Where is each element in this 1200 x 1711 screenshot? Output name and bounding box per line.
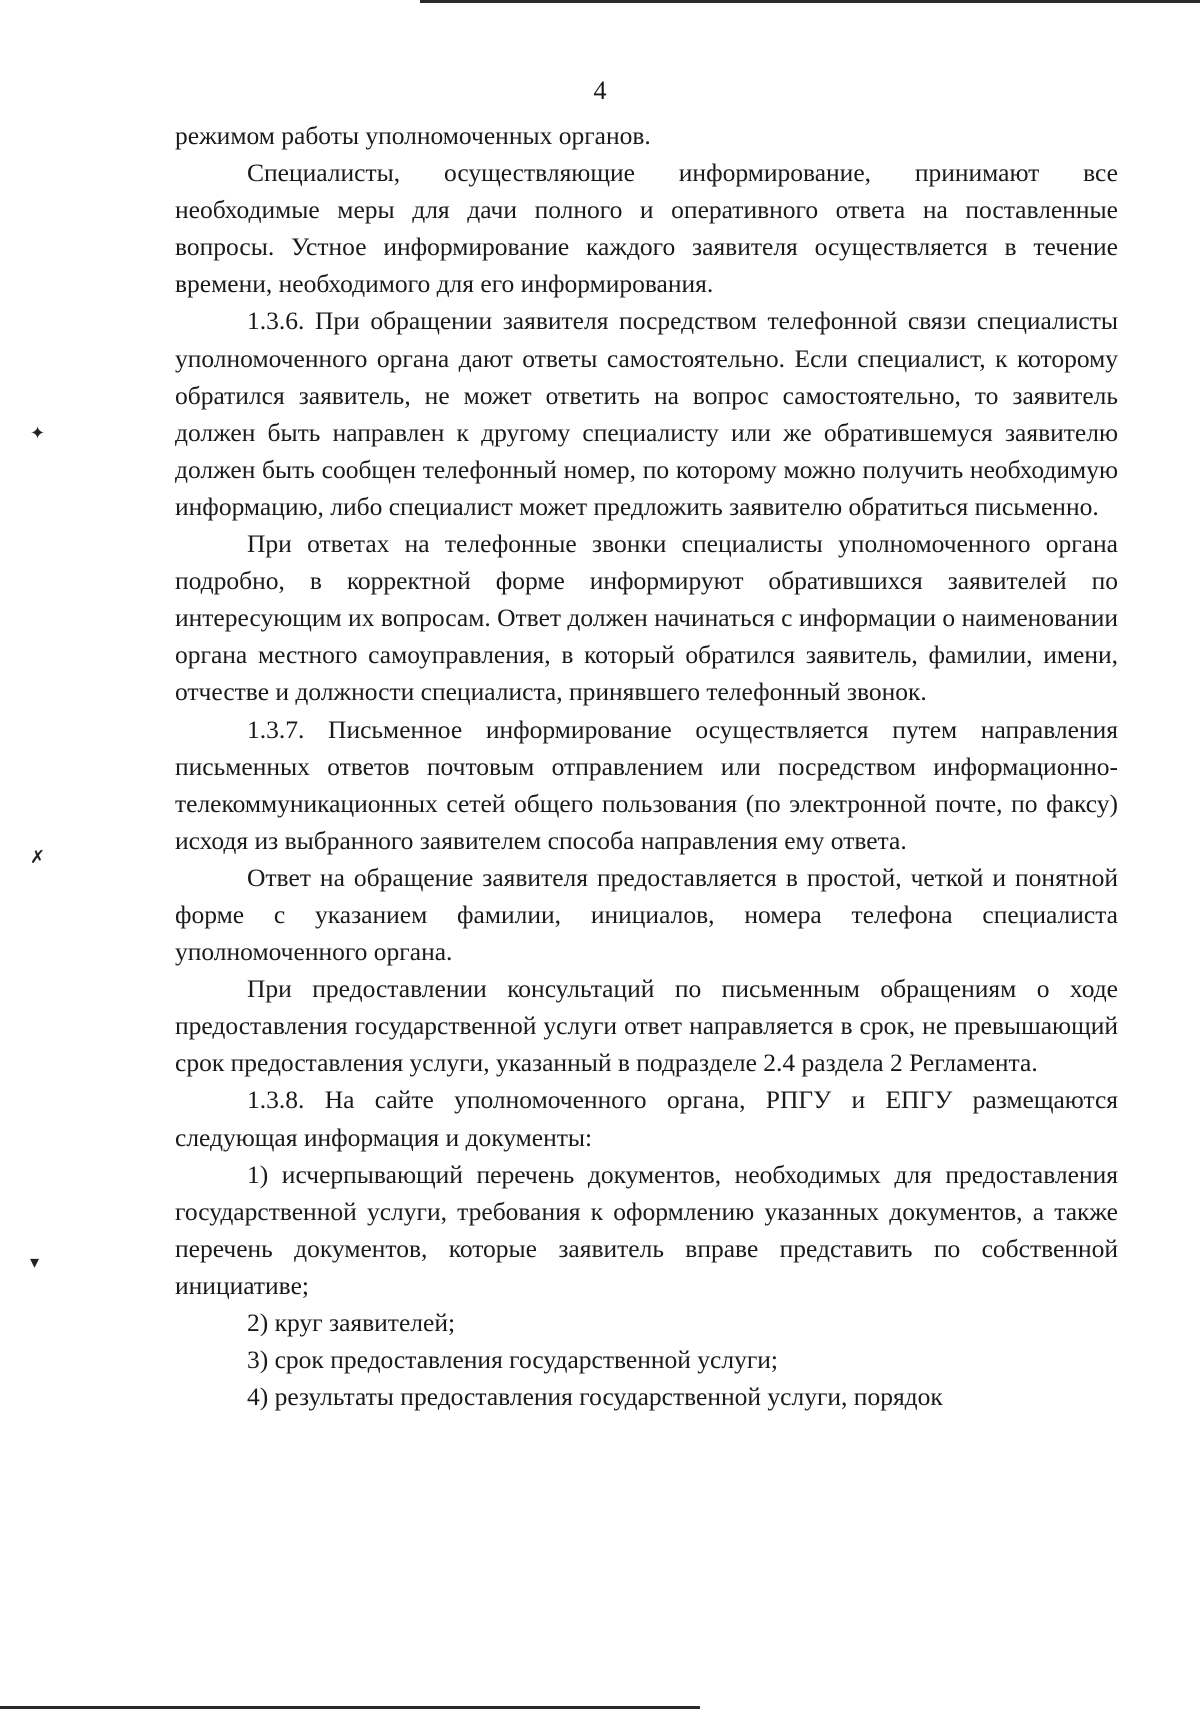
paragraph: Ответ на обращение заявителя предоставляется в простой, четкой и понятной форме с указанием фамилии, инициалов, номера телефона специалиста уполномоченного органа.: [175, 862, 1118, 967]
paragraph: 1.3.6. При обращении заявителя посредством телефонной связи специалисты уполномоченного органа дают ответы самостоятельно. Если специалист, к которому обратился заявитель, не может ответить на вопрос самостоятельно, то заявитель должен быть направлен к другому специалисту или же обратившемуся заявителю должен быть сообщен телефонный номер, по которому можно получить необходимую информацию, либо специалист может предложить заявителю обратиться письменно.: [175, 306, 1118, 521]
margin-mark: ✦: [30, 423, 46, 443]
list-item: 2) круг заявителей;: [247, 1308, 456, 1337]
paragraph: Специалисты, осуществляющие информирование, принимают все необходимые меры для дачи полного и оперативного ответа на поставленные вопросы. Устное информирование каждого заявителя осуществляется в течение времени, необходимого для его информирования.: [175, 158, 1118, 299]
paragraph: При ответах на телефонные звонки специалисты уполномоченного органа подробно, в корректной форме информируют обратившихся заявителей по интересующим их вопросам. Ответ должен начинаться с информации о наименовании органа местного самоуправления, в который обратился заявитель, фамилии, имени, отчестве и должности специалиста, принявшего телефонный звонок.: [175, 529, 1118, 707]
paragraph: При предоставлении консультаций по письменным обращениям о ходе предоставления государственной услуги ответ направляется в срок, не превышающий срок предоставления услуги, указанный в подразделе 2.4 раздела 2 Регламента.: [175, 974, 1118, 1078]
scan-edge-top: [420, 0, 1200, 3]
paragraph: 1.3.8. На сайте уполномоченного органа, РПГУ и ЕПГУ размещаются следующая информация и документы:: [175, 1085, 1118, 1152]
list-item: 1) исчерпывающий перечень документов, необходимых для предоставления государственной услуги, требования к оформлению указанных документов, а также перечень документов, которые заявитель вправе представить по собственной инициативе;: [175, 1159, 1118, 1300]
paragraph: режимом работы уполномоченных органов.: [175, 121, 651, 150]
scan-edge-bottom: [0, 1706, 700, 1709]
margin-mark: ▾: [30, 1252, 40, 1272]
page-number: 4: [593, 76, 607, 105]
document-body: [175, 117, 1118, 1415]
paragraph: 1.3.7. Письменное информирование осуществляется путем направления письменных ответов почтовым отправлением или посредством информационно-телекоммуникационных сетей общего пользования (по электронной почте, по факсу) исходя из выбранного заявителем способа направления ему ответа.: [175, 714, 1118, 855]
list-item: 3) срок предоставления государственной услуги;: [247, 1345, 779, 1375]
margin-mark: ✗: [30, 847, 46, 867]
list-item: 4) результаты предоставления государственной услуги, порядок: [247, 1382, 943, 1412]
